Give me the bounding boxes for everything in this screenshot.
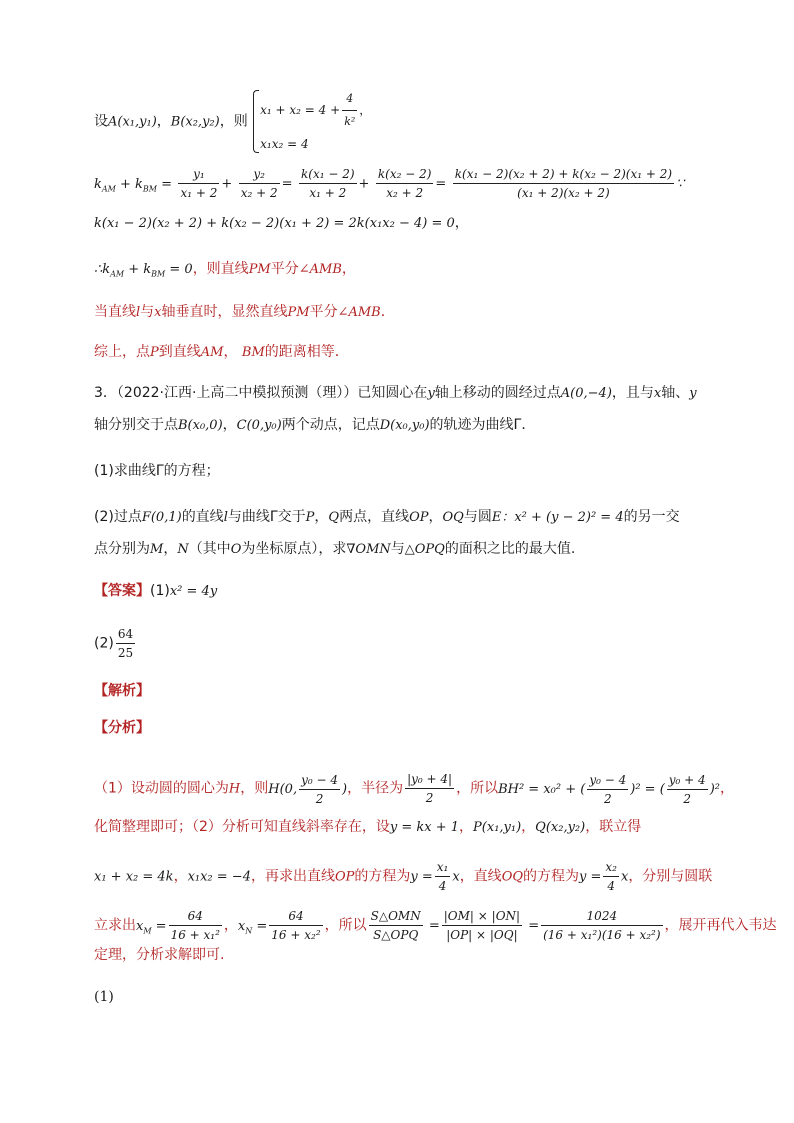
text: ，则 — [240, 780, 269, 797]
denominator: 4 — [607, 879, 615, 893]
text: + k — [115, 176, 143, 192]
text: （其中 — [188, 541, 231, 557]
text: 轴分别交于点 — [94, 417, 178, 433]
text: = 0 — [165, 262, 193, 277]
text: ， — [314, 509, 329, 525]
text: H(0, — [268, 781, 298, 797]
text: ∴k — [94, 262, 111, 277]
text: 立求出 — [94, 917, 136, 934]
text: ． — [380, 304, 395, 320]
numerator: x₁ — [435, 858, 451, 877]
text: )² — [709, 781, 720, 797]
fraction — [667, 771, 708, 808]
fraction — [342, 88, 357, 133]
text: ， — [719, 780, 734, 797]
solution-part-1-label: (1) — [94, 989, 114, 1005]
text: ，则直线 — [192, 261, 249, 277]
fraction — [299, 165, 357, 202]
text: k — [94, 176, 102, 192]
point-Q: Q — [328, 510, 340, 525]
bh-equation — [498, 772, 720, 806]
text: 的距离相等． — [264, 344, 349, 360]
fraction — [169, 907, 222, 944]
answer-line-1 — [94, 582, 217, 601]
point-H: H — [228, 781, 241, 797]
numerator: y₀ + 4 — [667, 771, 708, 790]
text: ，联立得 — [585, 819, 642, 835]
fenxi-label: 【分析】 — [94, 720, 150, 736]
fraction — [239, 165, 280, 202]
part-1-prompt: (1)求曲线Γ的方程； — [94, 463, 220, 479]
text: 轴上移动的圆经过点 — [434, 385, 561, 401]
point-F: F(0,1) — [141, 510, 182, 525]
numerator: y₀ − 4 — [587, 771, 628, 790]
fraction — [587, 771, 628, 808]
var: x — [653, 386, 662, 401]
denominator: x₁ + 2 — [309, 186, 347, 200]
text: 两个动点，记点 — [281, 417, 380, 433]
text: ， — [454, 215, 469, 231]
text: 的轨迹为曲线Γ． — [429, 417, 536, 433]
text: = — [151, 918, 167, 934]
text: 到直线 — [158, 344, 201, 360]
text: 与 — [390, 541, 405, 557]
text: ， — [459, 819, 474, 835]
angle-AMB: ∠AMB — [298, 262, 342, 277]
var: y — [689, 386, 697, 401]
subscript: BM — [151, 269, 166, 279]
point-N: N — [177, 542, 189, 557]
x-axis: x — [154, 305, 162, 320]
point-Q: Q(x₂,y₂) — [535, 820, 586, 835]
line-l: l — [136, 305, 141, 320]
text: )² = ( — [630, 781, 665, 797]
x-m — [136, 919, 167, 934]
numerator: |y₀ + 4| — [405, 770, 454, 789]
text: 平分 — [270, 261, 299, 277]
text: ) — [342, 781, 348, 797]
question-3-line-2 — [94, 416, 535, 435]
subscript: BM — [142, 184, 157, 194]
summary-line — [94, 343, 349, 362]
text: = — [156, 176, 173, 192]
text: （1）设动圆的圆心为 — [94, 780, 229, 797]
point-P: P(x₁,y₁) — [473, 820, 522, 835]
denominator: x₂ + 2 — [240, 186, 278, 200]
vieta-sum: x₁ + x₂ = 4k — [94, 869, 174, 885]
text: ， — [173, 868, 188, 885]
denominator: 2 — [315, 791, 324, 806]
text: ， — [428, 509, 443, 525]
text: ， — [222, 417, 237, 433]
text: 轴垂直时，显然直线 — [161, 304, 288, 320]
text: + k — [124, 262, 152, 277]
part-2-prompt-line-2 — [94, 540, 575, 559]
slope-sum-line: $k_{AM} + k_{BM}$ = $\frac{\text{y₁}}{\text{x₁ + 2}}$ + $\frac{\text{y₂}}{\text{x₂ + 2}}$ = $\frac{\text{k(x₁ − 2)}}{\text{x₁ + 2}}$ + $\frac{\text{k(x₂ − 2)}}{\text{x₂ + 2}}$ = $\frac{\text{k(x₁ − 2)(x₂ + 2) + k(x₂ − 2)(x₁ + 2)}}{\text{(x₁ + 2)(x₂ + 2)}}$ ∵ — [94, 167, 685, 200]
denominator: k² — [344, 115, 356, 128]
text: ， — [223, 917, 238, 934]
numerator: S△OMN — [369, 907, 423, 926]
numerator: 4 — [342, 88, 357, 111]
subscript: M — [143, 926, 152, 936]
analysis-line-1 — [94, 770, 734, 808]
line-PM: PM — [287, 305, 310, 320]
text: y = — [579, 869, 602, 885]
line-OP: OP — [409, 510, 429, 525]
fraction — [453, 165, 674, 202]
text: 平分 — [309, 304, 338, 320]
text: 与曲线Γ交于 — [227, 509, 306, 525]
jiexi-label: 【解析】 — [94, 683, 150, 699]
denominator: x₁ + 2 — [180, 186, 218, 200]
text: = — [524, 918, 540, 934]
point-B: B(x₂,y₂) — [170, 114, 220, 130]
point-P: P — [150, 345, 159, 360]
line-AM: AM — [200, 345, 224, 360]
k-am — [94, 177, 172, 192]
system-row-1: x₁ + x₂ = 4 + — [260, 103, 341, 117]
analysis-line-2 — [94, 818, 641, 837]
text: 为坐标原点），求 — [241, 541, 347, 557]
denominator: 2 — [425, 791, 434, 805]
text: ∵ — [676, 176, 685, 192]
numerator: y₂ — [239, 165, 280, 184]
analysis-line-5: 定理，分析求解即可. — [94, 947, 225, 963]
text: 的方程为 — [523, 868, 580, 885]
numerator: k(x₁ − 2) — [299, 165, 357, 184]
text: x — [136, 918, 144, 934]
numerator: 1024 — [541, 907, 662, 926]
point-A: A(0,−4) — [560, 386, 612, 401]
line-PM: PM — [248, 262, 271, 277]
triangle-OPQ: △OPQ — [404, 542, 445, 557]
text: 的直线 — [181, 509, 224, 525]
text: ，展开再代入韦达 — [664, 917, 777, 934]
text: ， — [163, 541, 178, 557]
line-l: l — [223, 510, 228, 525]
point-B: B(x₀,0) — [178, 418, 223, 433]
text: y = — [410, 869, 433, 885]
numerator: y₀ − 4 — [299, 771, 340, 790]
point-P: P — [305, 510, 315, 525]
fraction — [376, 165, 434, 202]
question-3-line-1 — [94, 384, 697, 403]
numerator: k(x₂ − 2) — [376, 165, 434, 184]
text: x — [237, 918, 246, 934]
equation: k(x₁ − 2)(x₂ + 2) + k(x₂ − 2)(x₁ + 2) = 2k(x₁x₂ − 4) = 0 — [94, 216, 455, 231]
var: y — [427, 386, 435, 401]
fraction — [541, 907, 662, 944]
circle-E: E： — [491, 510, 515, 525]
line-OQ: OQ — [442, 510, 464, 525]
denominator: 16 + x₁² — [170, 928, 220, 942]
numerator: k(x₁ − 2)(x₂ + 2) + k(x₂ − 2)(x₁ + 2) — [453, 165, 674, 184]
text: ，所以 — [324, 917, 367, 934]
denominator: 16 + x₂² — [271, 928, 321, 942]
conclusion-line — [94, 260, 356, 284]
text: ，且与 — [611, 385, 654, 401]
system-row-2: x₁x₂ = 4 — [260, 137, 309, 151]
answer-1: x² = 4y — [169, 584, 218, 599]
text: 综上，点 — [94, 344, 150, 360]
text: ，所以 — [456, 780, 499, 797]
text: = — [252, 918, 268, 934]
text: 设 — [94, 113, 108, 130]
denominator: (x₁ + 2)(x₂ + 2) — [517, 186, 610, 200]
line-OQ: OQ — [501, 869, 524, 885]
text: ，直线 — [459, 868, 502, 885]
numerator: 64 — [269, 907, 322, 926]
equation-system — [252, 88, 371, 155]
text: (2) — [94, 635, 114, 652]
intro-line — [94, 88, 371, 155]
numerator: x₂ — [603, 858, 619, 877]
subscript: N — [245, 926, 253, 936]
line-equation: y = kx + 1 — [389, 820, 460, 835]
fraction — [435, 858, 451, 895]
radius — [405, 770, 454, 807]
point-H-coords — [268, 772, 348, 806]
line-OP: OP — [334, 869, 355, 885]
denominator: x₂ + 2 — [386, 186, 424, 200]
text: ， — [359, 103, 372, 117]
answer-2 — [116, 625, 135, 662]
circle-equation: x² + (y − 2)² = 4 — [514, 510, 624, 525]
text: 两点，直线 — [339, 509, 410, 525]
text: ， — [156, 113, 171, 130]
text: 当直线 — [94, 304, 136, 320]
slope-sum-zero — [94, 262, 193, 277]
text: (2)过点 — [94, 509, 142, 525]
subscript: AM — [101, 184, 116, 194]
point-D: D(x₀,y₀) — [379, 418, 430, 433]
denominator: 2 — [603, 791, 612, 806]
denominator: (16 + x₁²)(16 + x₂²) — [543, 928, 661, 942]
part-2-prompt-line-1 — [94, 508, 680, 527]
text: BH² = x₀² + ( — [498, 781, 586, 797]
text: 与 — [140, 304, 155, 320]
text: 的另一交 — [623, 509, 680, 525]
numerator: y₁ — [178, 165, 219, 184]
analysis-line-4 — [94, 907, 777, 944]
text: ， — [521, 819, 536, 835]
denominator: 4 — [438, 879, 447, 893]
fraction — [269, 907, 322, 944]
answer-line-2 — [94, 625, 137, 662]
text: ，分别与圆联 — [628, 868, 713, 885]
numerator: 64 — [116, 625, 135, 644]
x-n — [238, 919, 267, 934]
denominator: 25 — [117, 646, 134, 660]
vertical-case-line — [94, 303, 395, 322]
denominator: S△OPQ — [373, 928, 419, 942]
fraction — [603, 858, 619, 895]
triangle-OMN: ∇OMN — [346, 542, 391, 557]
numerator: 64 — [169, 907, 222, 926]
point-C: C(0,y₀) — [236, 418, 282, 433]
text: ，再求出直线 — [250, 868, 335, 885]
text: x — [620, 869, 629, 885]
text: 的面积之比的最大值. — [444, 541, 576, 557]
text: 与圆 — [463, 509, 492, 525]
text: 化简整理即可；（2）分析可知直线斜率存在，设 — [94, 819, 390, 835]
angle-AMB: ∠AMB — [337, 305, 381, 320]
fraction — [299, 771, 340, 808]
text: 点分别为 — [94, 541, 150, 557]
point-O: O — [230, 542, 242, 557]
fraction — [442, 907, 522, 944]
text: ， — [341, 261, 356, 277]
text: ，则 — [219, 113, 248, 130]
numerator: |OM| × |ON| — [442, 907, 522, 926]
text: x — [452, 869, 460, 885]
analysis-line-3 — [94, 858, 712, 895]
vieta-product: x₁x₂ = −4 — [187, 869, 251, 885]
subscript: AM — [110, 269, 125, 279]
point-M: M — [150, 542, 164, 557]
text: 3．（2022·江西·上高二中模拟预测（理））已知圆心在 — [94, 385, 428, 401]
denominator: |OP| × |OQ| — [446, 928, 518, 942]
line-BM: BM — [241, 345, 265, 360]
denominator: 2 — [683, 791, 692, 806]
text: 轴、 — [661, 385, 690, 401]
expansion-line — [94, 214, 469, 233]
answer-label: 【答案】 — [94, 583, 150, 599]
text: ， — [223, 344, 238, 360]
point-A: A(x₁,y₁) — [108, 114, 157, 130]
text: 的方程为 — [354, 868, 411, 885]
area-ratio — [369, 907, 423, 944]
text: = — [424, 918, 440, 934]
fraction — [178, 165, 219, 202]
text: ，半径为 — [347, 780, 404, 797]
text: (1) — [150, 583, 170, 599]
